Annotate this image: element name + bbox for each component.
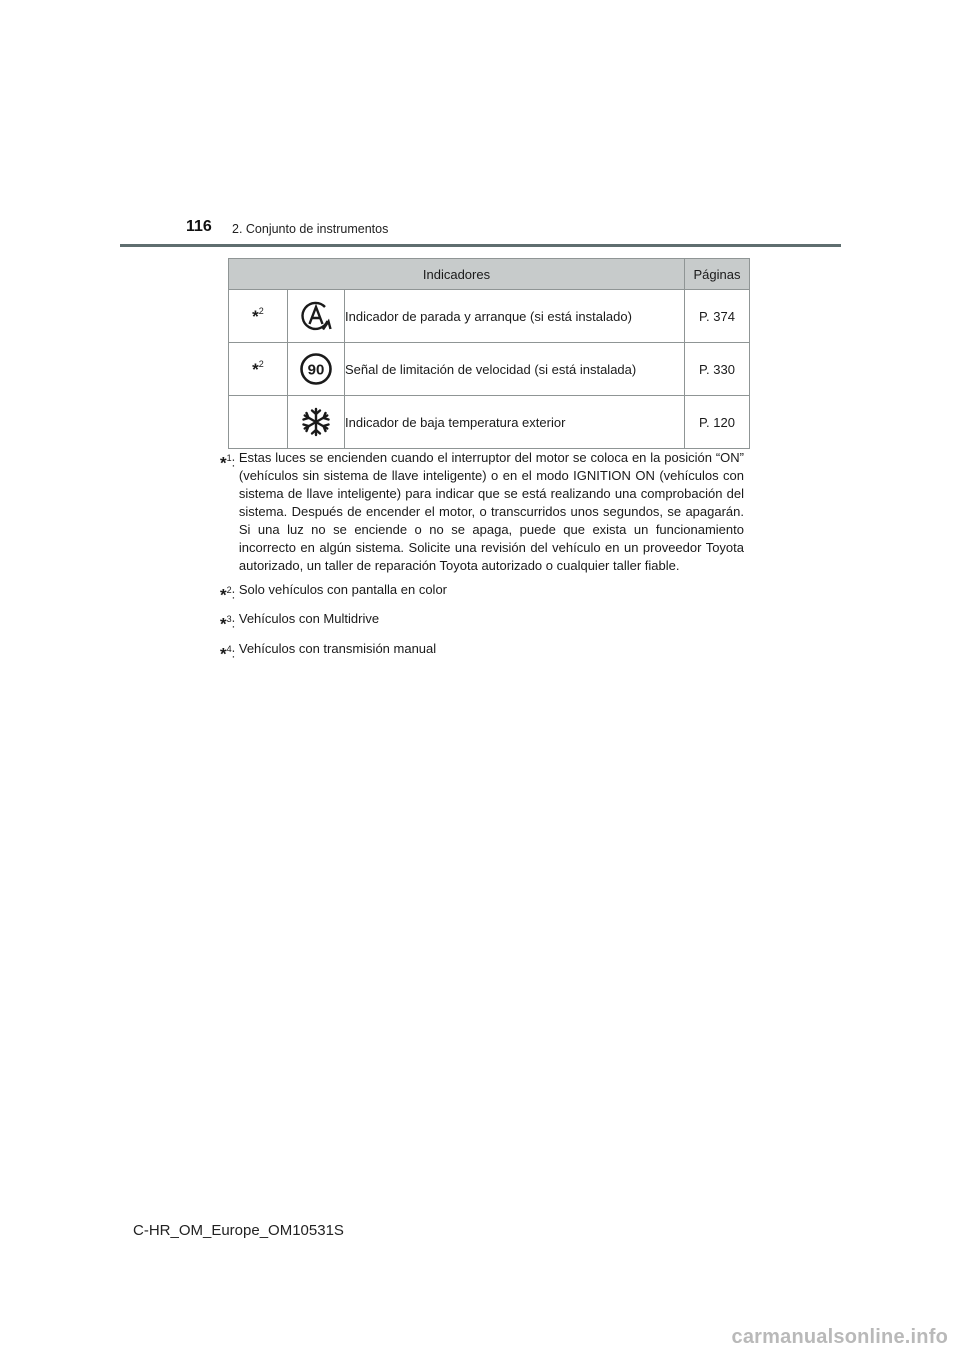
column-header-paginas: Páginas (685, 259, 750, 290)
note-number: 2 (258, 305, 264, 316)
watermark: carmanualsonline.info (731, 1326, 948, 1348)
note-reference (229, 343, 288, 396)
indicator-description: Indicador de baja temperatura exterior (345, 396, 685, 449)
footnote-text: Estas luces se encienden cuando el interruptor del motor se coloca en la posición “ON” (vehículos sin sistema de llave inteligente) o en el modo IGNITION ON (vehículos con sistema de llave inteligente) para indicar que se está realizando una comprobación del sistema. Después de encender el motor, o transcurridos unos segundos, se apagarán. Si una luz no se enciende o no se apaga, puede que exista un funcionamiento incorrecto en algún sistema. Solicite una revisión del vehículo en un proveedor Toyota autorizado, un taller de reparación Toyota autorizado o cualquier taller fiable. (238, 450, 744, 573)
footnote-2 (220, 581, 744, 604)
footnote-text: Solo vehículos con pantalla en color (238, 582, 448, 597)
speed-limit-90-icon (288, 343, 345, 396)
footnote-3 (220, 610, 744, 633)
table-row (229, 343, 750, 396)
indicator-description: Indicador de parada y arranque (si está instalado) (345, 290, 685, 343)
footnote-mark: *$^2$: (220, 585, 239, 605)
note-star: * (252, 359, 259, 379)
table-row (229, 396, 750, 449)
footnote-text: Vehículos con Multidrive (238, 611, 380, 627)
note-reference (229, 290, 288, 343)
indicators-table (228, 258, 750, 449)
footnote-star: * (220, 585, 227, 605)
note-reference-empty (229, 396, 288, 449)
footnote-number: 4 (226, 643, 232, 654)
stop-start-a-icon (288, 290, 345, 343)
footnote-star: * (220, 614, 227, 634)
footnote-number: 3 (226, 614, 232, 625)
footnote-4 (220, 640, 744, 663)
footnote-text: Vehículos con transmisión manual (238, 640, 437, 656)
page-reference: P. 120 (685, 396, 750, 449)
page-number: 116 (186, 218, 212, 235)
document-id: C-HR_OM_Europe_OM10531S (133, 1222, 344, 1239)
footnote-mark: *$^1$: (220, 453, 239, 473)
snowflake-icon (288, 396, 345, 449)
indicator-description: Señal de limitación de velocidad (si está instalada) (345, 343, 685, 396)
page-reference: P. 374 (685, 290, 750, 343)
footnote-number: 2 (226, 585, 232, 595)
footnote-1 (220, 449, 744, 575)
table-row (229, 290, 750, 343)
footnote-star: * (220, 453, 227, 473)
column-header-indicadores: Indicadores (229, 259, 685, 290)
footnote-mark: *$^4$: (220, 643, 239, 663)
speed-limit-value: 90 (307, 361, 325, 379)
note-star: * (252, 306, 259, 326)
footnote-star: * (220, 643, 227, 663)
footnotes (220, 449, 744, 669)
section-title: 2. Conjunto de instrumentos (232, 222, 389, 236)
footnote-mark: *$^3$: (220, 614, 239, 634)
header-rule (120, 244, 841, 247)
table-header-row (229, 259, 750, 290)
note-number: 2 (258, 358, 264, 369)
page-reference: P. 330 (685, 343, 750, 396)
footnote-number: 1 (226, 453, 232, 463)
